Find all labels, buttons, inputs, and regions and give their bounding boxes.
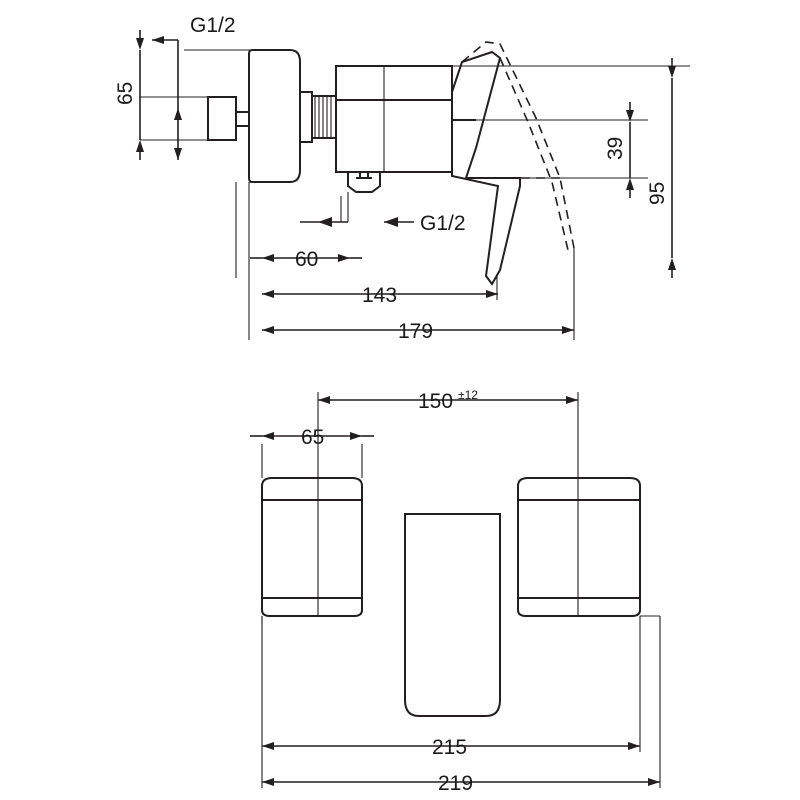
- side-view-dimensions: [136, 30, 676, 334]
- thread-hatching: [315, 96, 331, 138]
- label-center-distance-tolerance: ±12: [458, 388, 478, 402]
- wall-connector-block: [208, 97, 236, 140]
- construction-lines: [140, 50, 690, 340]
- label-thread-bottom: G1/2: [420, 212, 466, 235]
- outlet-spigot: [348, 172, 380, 192]
- dim-inner-arrows: [174, 108, 182, 160]
- label-thread-top: G1/2: [190, 14, 236, 37]
- mixer-body: [336, 66, 452, 172]
- label-center-distance-150-group: [418, 388, 478, 413]
- side-elevation-geometry: [140, 42, 690, 340]
- dim-thread-bottom: [300, 217, 414, 227]
- escutcheon: [249, 50, 300, 182]
- label-width-215: 215: [432, 736, 468, 759]
- lever-handle-alternate-position: [462, 42, 574, 250]
- label-height-95: 95: [646, 181, 669, 205]
- right-shoulder: [518, 478, 640, 616]
- label-depth-143: 143: [362, 284, 398, 307]
- nipple: [300, 92, 312, 142]
- dim-height-95: [668, 58, 676, 278]
- label-center-distance-150: 150: [418, 390, 454, 413]
- thread-section: [312, 96, 336, 138]
- label-height-65: 65: [114, 81, 137, 105]
- label-offset-65: 65: [301, 426, 325, 449]
- dim-height-39: [626, 102, 634, 198]
- lever-handle: [452, 52, 520, 284]
- center-body: [405, 514, 500, 716]
- label-depth-60: 60: [295, 248, 319, 271]
- front-view-dimensions: [250, 396, 660, 786]
- left-shoulder: [262, 478, 362, 616]
- label-width-219: 219: [438, 772, 474, 795]
- label-depth-179: 179: [398, 320, 434, 343]
- front-elevation-geometry: [262, 392, 660, 788]
- front-view-construction-lines: [262, 392, 660, 788]
- label-height-39: 39: [604, 136, 627, 160]
